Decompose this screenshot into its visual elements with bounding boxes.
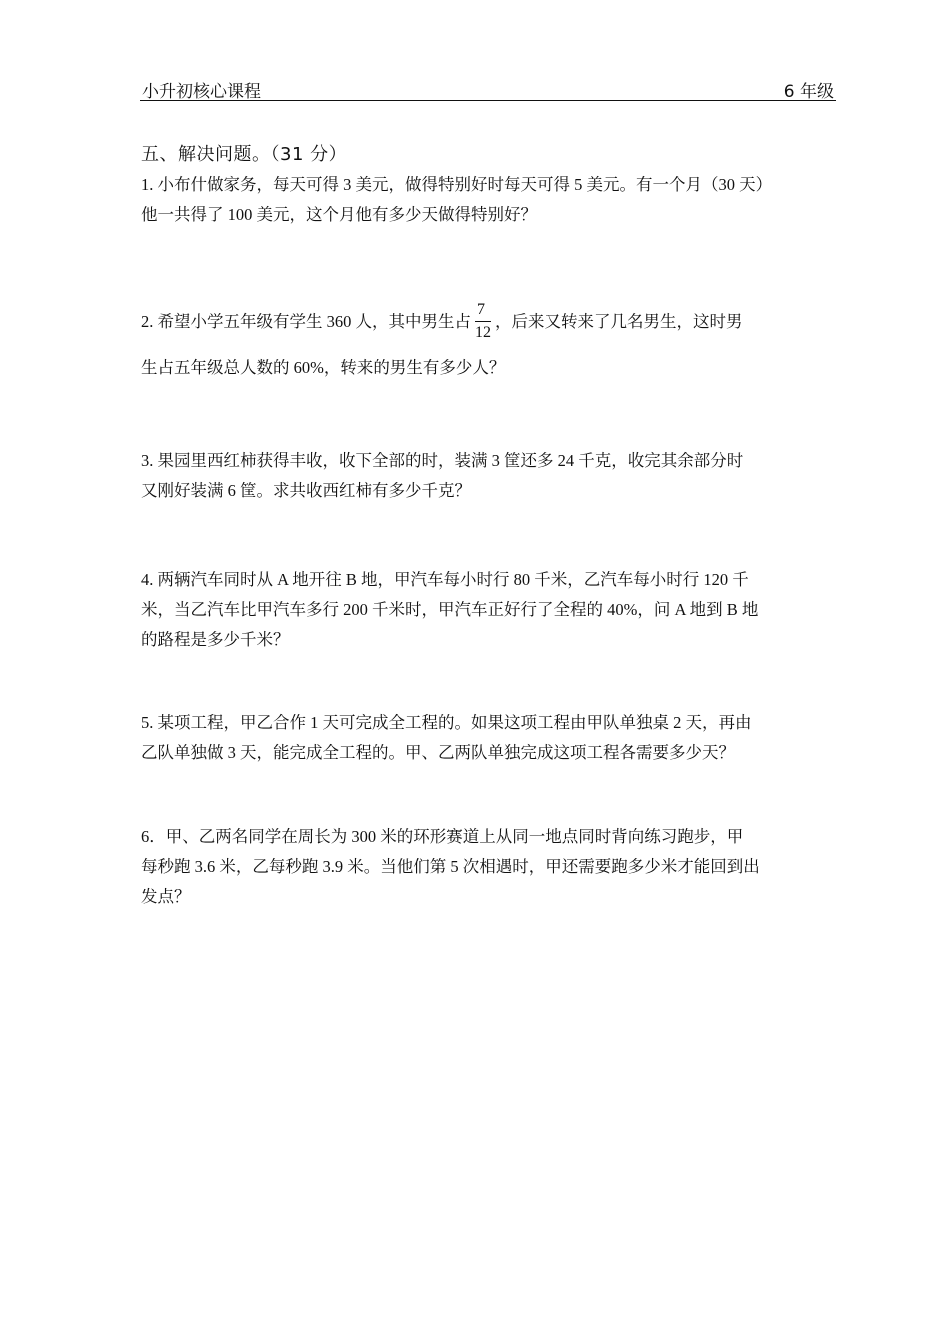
fraction-numerator: 7 bbox=[475, 301, 491, 322]
problem-line: 每秒跑 3.6 米，乙每秒跑 3.9 米。当他们第 5 次相遇时，甲还需要跑多少米才能回到出 bbox=[141, 857, 760, 876]
problem-line: 米，当乙汽车比甲汽车多行 200 千米时，甲汽车正好行了全程的 40%，问 A 地到 B 地 bbox=[141, 600, 759, 619]
problem-line: 乙队单独做 3 天，能完成全工程的。甲、乙两队单独完成这项工程各需要多少天？ bbox=[141, 743, 735, 762]
problem-3 bbox=[141, 446, 837, 506]
problem-line: 4. 两辆汽车同时从 A 地开往 B 地，甲汽车每小时行 80 千米，乙汽车每小时行 120 千 bbox=[141, 570, 749, 589]
problem-line bbox=[141, 302, 837, 344]
problem-line: 又刚好装满 6 筐。求共收西红柿有多少千克？ bbox=[141, 481, 471, 500]
problem-text: 2. 希望小学五年级有学生 360 人，其中男生占 bbox=[141, 312, 471, 331]
problem-text: ，后来又转来了几名男生，这时男 bbox=[495, 312, 743, 331]
problem-line: 发点？ bbox=[141, 887, 191, 906]
page-header bbox=[140, 74, 836, 101]
problem-line: 1. 小布什做家务，每天可得 3 美元，做得特别好时每天可得 5 美元。有一个月（30 天） bbox=[141, 175, 773, 194]
problem-line: 生占五年级总人数的 60%，转来的男生有多少人？ bbox=[141, 357, 506, 377]
section-title: 五、解决问题。（31 分） bbox=[141, 144, 348, 165]
problem-line: 的路程是多少千米？ bbox=[141, 630, 290, 649]
problem-line: 5. 某项工程，甲乙合作 1 天可完成全工程的。如果这项工程由甲队单独桌 2 天，再由 bbox=[141, 713, 752, 732]
problem-1 bbox=[141, 170, 837, 230]
problem-2 bbox=[141, 302, 837, 383]
fraction bbox=[475, 301, 491, 342]
grade-label: 6 年级 bbox=[783, 82, 834, 102]
problem-line: 6．甲、乙两名同学在周长为 300 米的环形赛道上从同一地点同时背向练习跑步，甲 bbox=[141, 827, 744, 846]
problem-4 bbox=[141, 565, 837, 655]
course-title: 小升初核心课程 bbox=[142, 82, 261, 102]
problem-5 bbox=[141, 708, 837, 768]
fraction-denominator: 12 bbox=[475, 323, 491, 341]
problem-6 bbox=[141, 822, 837, 912]
problem-line: 他一共得了 100 美元，这个月他有多少天做得特别好？ bbox=[141, 205, 537, 224]
problem-line: 3. 果园里西红柿获得丰收，收下全部的时，装满 3 筐还多 24 千克，收完其余部分时 bbox=[141, 451, 744, 470]
